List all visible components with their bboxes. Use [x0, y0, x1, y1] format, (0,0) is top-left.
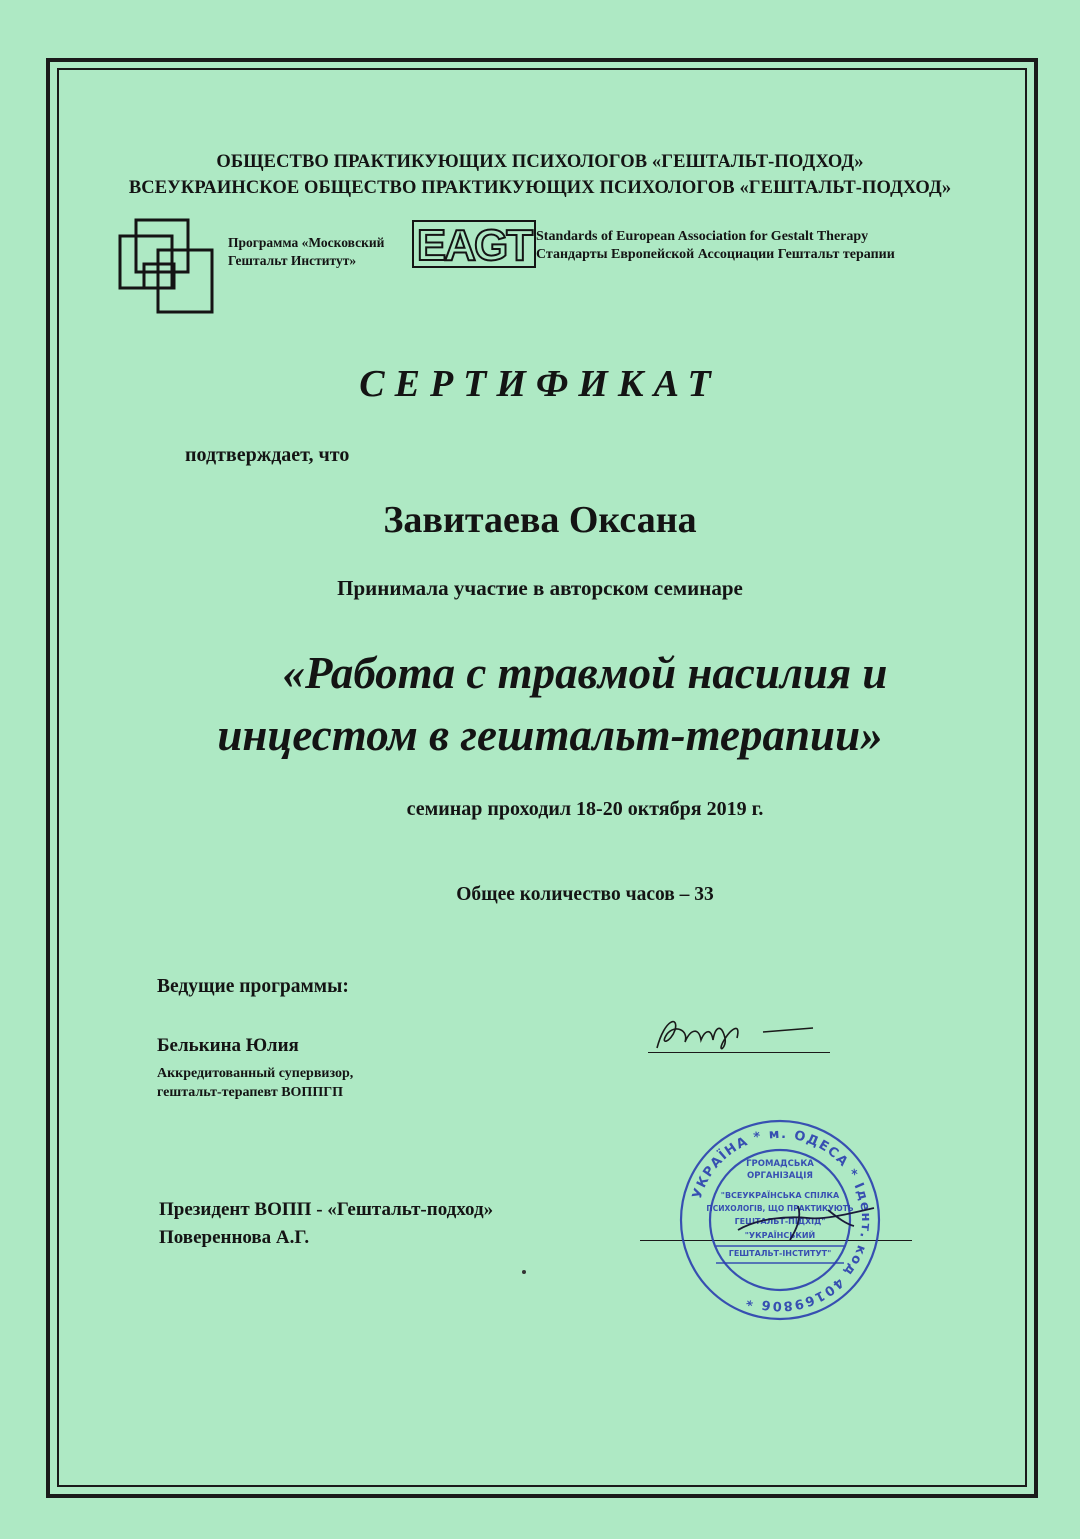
eagt-logo: [412, 220, 536, 268]
confirms-text: подтверждает, что: [185, 444, 350, 466]
program-text: [228, 234, 384, 270]
organization-stamp: [678, 1118, 882, 1322]
president-title: Президент ВОПП - «Гештальт-подход»: [159, 1199, 494, 1220]
leader-signature: [645, 1008, 835, 1058]
leader-role-line-2: гештальт-терапевт ВОППГП: [157, 1085, 344, 1100]
program-line-1: Программа «Московский: [228, 235, 385, 250]
eagt-line-2: Стандарты Европейской Ассоциации Гештальт терапии: [536, 247, 895, 262]
stamp-ring-text: УКРАЇНА * м. ОДЕСА * Ідент. код 40169806 *: [689, 1126, 874, 1314]
president-block: [159, 1196, 493, 1252]
leader-signature-line: [648, 1052, 830, 1053]
ink-dot: [522, 1270, 526, 1274]
seminar-title: [120, 642, 980, 766]
leader-role: [157, 1064, 353, 1102]
certificate-title: СЕРТИФИКАТ: [359, 363, 721, 405]
stamp-line-4: ПСИХОЛОГІВ, ЩО ПРАКТИКУЮТЬ: [706, 1204, 854, 1213]
stamp-line-2: ОРГАНІЗАЦІЯ: [747, 1171, 813, 1181]
leaders-heading: Ведущие программы:: [157, 976, 349, 997]
eagt-text: [536, 228, 895, 264]
program-line-2: Гештальт Институт»: [228, 253, 357, 268]
president-name: Повереннова А.Г.: [159, 1227, 310, 1248]
total-hours: Общее количество часов – 33: [456, 884, 714, 905]
stamp-line-7: ГЕШТАЛЬТ-ІНСТИТУТ": [728, 1249, 832, 1258]
stamp-line-5: ГЕШТАЛЬТ-ПІДХІД": [734, 1217, 826, 1226]
eagt-line-1: Standards of European Association for Gestalt Therapy: [536, 229, 869, 244]
header-line-1: ОБЩЕСТВО ПРАКТИКУЮЩИХ ПСИХОЛОГОВ «ГЕШТАЛЬТ-ПОДХОД»: [216, 152, 864, 172]
seminar-title-line-2: инцестом в гештальт-терапии»: [217, 710, 883, 760]
stamp-line-6: "УКРАЇНСЬКИЙ: [744, 1231, 816, 1240]
leader-name: Белькина Юлия: [157, 1035, 299, 1056]
leader-role-line-1: Аккредитованный супервизор,: [157, 1066, 354, 1081]
header-line-2: ВСЕУКРАИНСКОЕ ОБЩЕСТВО ПРАКТИКУЮЩИХ ПСИХОЛОГОВ «ГЕШТАЛЬТ-ПОДХОД»: [128, 178, 952, 198]
seminar-dates: семинар проходил 18-20 октября 2019 г.: [406, 798, 764, 820]
stamp-line-3: "ВСЕУКРАЇНСЬКА СПІЛКА: [720, 1191, 840, 1200]
seminar-title-line-1: «Работа с травмой насилия и: [282, 648, 888, 698]
eagt-logo-text: EAGT: [416, 221, 532, 268]
stamp-line-1: ГРОМАДСЬКА: [746, 1159, 814, 1169]
recipient-name: Завитаева Оксана: [383, 499, 697, 541]
squares-logo-icon: [118, 218, 216, 316]
participation-text: Принимала участие в авторском семинаре: [337, 576, 743, 600]
